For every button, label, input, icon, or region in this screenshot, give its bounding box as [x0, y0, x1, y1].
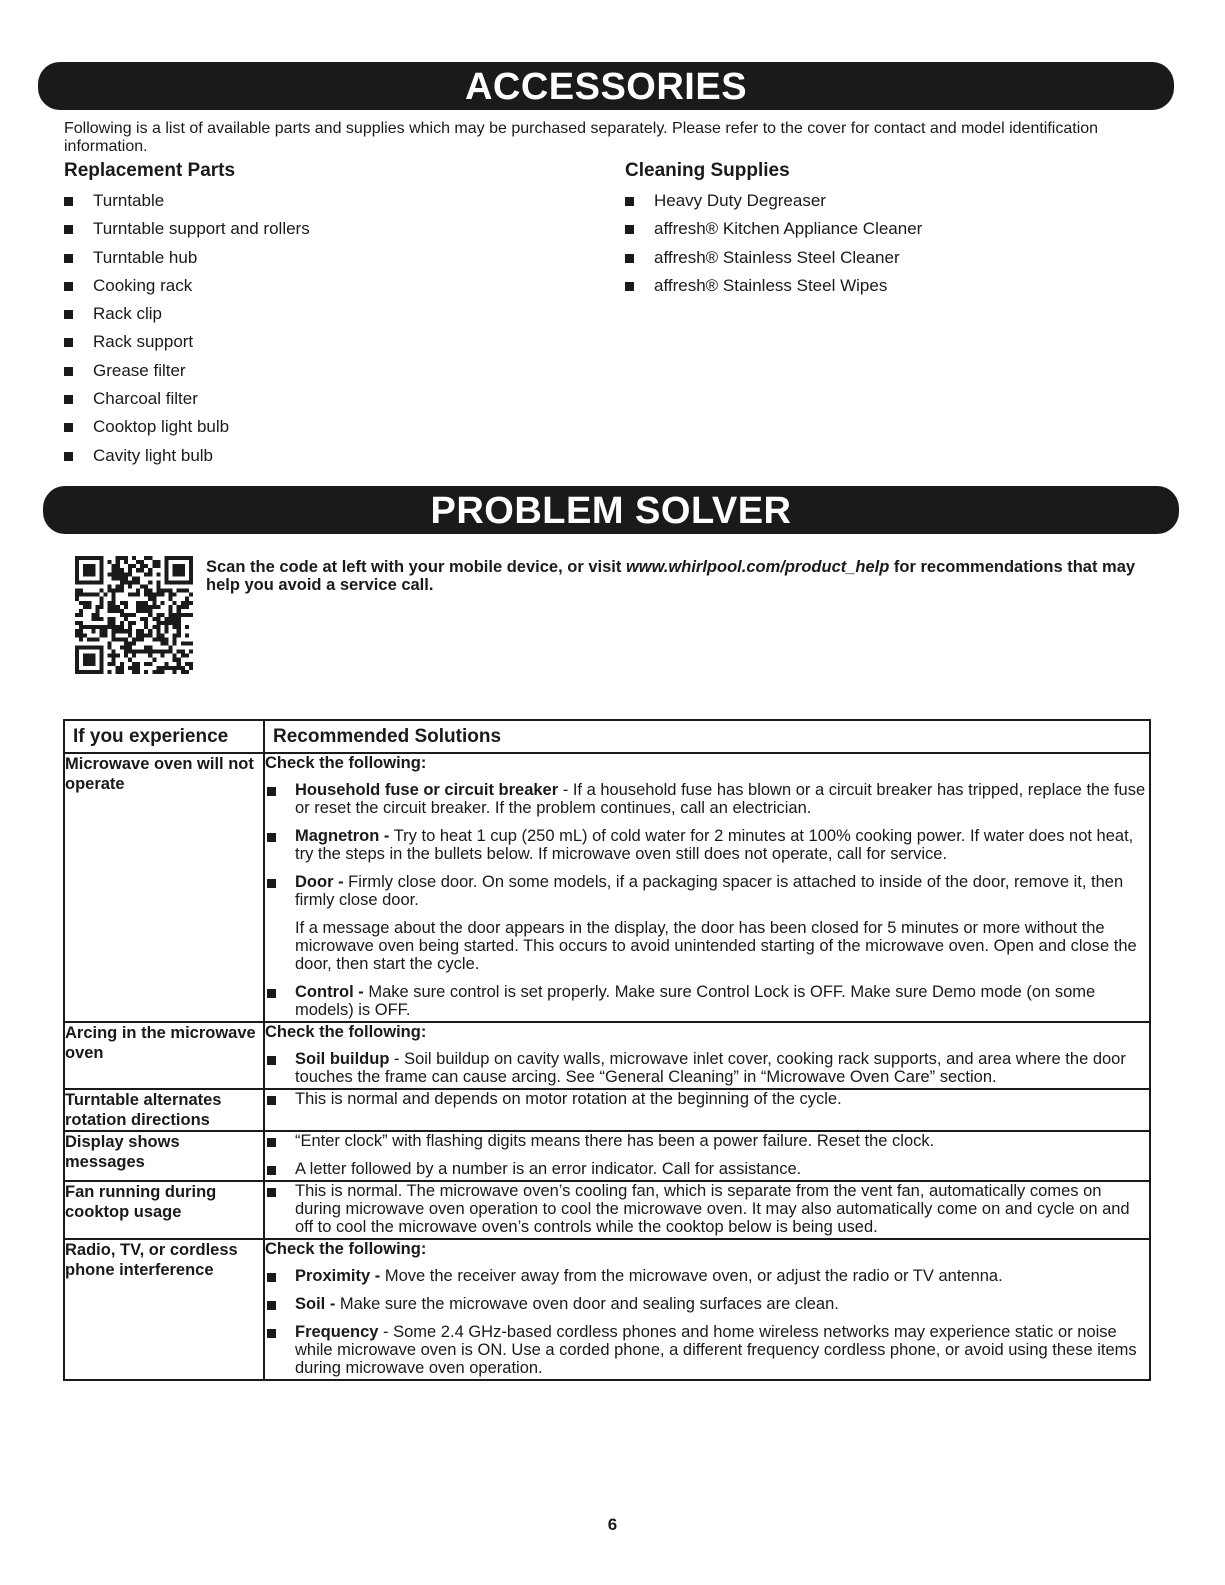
problem-cell: Fan running during cooktop usage	[64, 1181, 264, 1239]
table-row	[64, 1089, 1150, 1131]
problem-solver-title: PROBLEM SOLVER	[430, 490, 792, 532]
problem-cell: Radio, TV, or cordless phone interference	[64, 1239, 264, 1380]
table-row	[64, 1131, 1150, 1181]
problem-cell: Display shows messages	[64, 1131, 264, 1181]
solution-item	[265, 1050, 1149, 1086]
product-help-link[interactable]: www.whirlpool.com/product_help	[625, 558, 890, 576]
solution-term: Household fuse or circuit breaker	[295, 781, 559, 799]
solution-item	[265, 781, 1149, 817]
problem-cell: Microwave oven will not operate	[64, 753, 264, 1022]
problem-solver-banner	[43, 486, 1179, 534]
problem-solver-table	[63, 719, 1151, 1381]
page-number: 6	[607, 1515, 618, 1534]
replacement-part-item: Cooking rack	[64, 276, 310, 304]
accessories-title: ACCESSORIES	[464, 66, 748, 108]
check-following-label: Check the following:	[265, 1240, 427, 1258]
cleaning-supplies-heading: Cleaning Supplies	[625, 160, 790, 181]
cleaning-supplies-column	[625, 160, 922, 304]
solution-item	[265, 1295, 1149, 1313]
cleaning-supplies-list	[625, 191, 922, 304]
solution-cell	[264, 1131, 1150, 1181]
solution-item	[265, 983, 1149, 1019]
solution-item	[265, 1160, 1149, 1178]
solution-term: Proximity -	[295, 1267, 381, 1285]
replacement-parts-column	[64, 160, 310, 474]
replacement-part-item: Turntable hub	[64, 248, 310, 276]
solution-item	[265, 1132, 1149, 1150]
cleaning-supply-item: affresh® Stainless Steel Cleaner	[625, 248, 922, 276]
accessories-intro: Following is a list of available parts and supplies which may be purchased separately. Please refer to the cover for contact and model identification information.	[64, 120, 1099, 155]
solution-term: Frequency	[295, 1323, 379, 1341]
solution-item	[265, 873, 1149, 973]
problem-cell: Turntable alternates rotation directions	[64, 1089, 264, 1131]
solution-term: Door -	[295, 873, 344, 891]
table-header-row	[64, 720, 1150, 753]
table-row	[64, 1022, 1150, 1089]
check-following-label: Check the following:	[265, 754, 427, 772]
replacement-part-item: Rack support	[64, 332, 310, 360]
replacement-part-item: Turntable support and rollers	[64, 219, 310, 247]
replacement-part-item: Cavity light bulb	[64, 446, 310, 474]
replacement-part-item: Cooktop light bulb	[64, 417, 310, 445]
replacement-parts-list	[64, 191, 310, 474]
solution-text: Firmly close door. On some models, if a packaging spacer is attached to inside of the door, remove it, then firmly close door.	[295, 873, 1124, 909]
solution-term: Soil -	[295, 1295, 336, 1313]
solution-term: Magnetron -	[295, 827, 390, 845]
solution-text: This is normal. The microwave oven’s cooling fan, which is separate from the vent fan, automatically comes on during microwave oven operation to cool the microwave oven. It may also automatically come on and cycle on and off to cool the microwave oven’s controls while the cooktop below is being used.	[295, 1182, 1130, 1236]
solution-item	[265, 1267, 1149, 1285]
solution-text: This is normal and depends on motor rotation at the beginning of the cycle.	[295, 1090, 842, 1108]
replacement-part-item: Grease filter	[64, 361, 310, 389]
solution-text: A letter followed by a number is an error indicator. Call for assistance.	[295, 1160, 802, 1178]
table-row	[64, 1239, 1150, 1380]
solution-cell	[264, 753, 1150, 1022]
solution-cell	[264, 1239, 1150, 1380]
check-following-label: Check the following:	[265, 1023, 427, 1041]
problem-cell: Arcing in the microwave oven	[64, 1022, 264, 1089]
solution-item	[265, 827, 1149, 863]
header-solution: Recommended Solutions	[264, 720, 1150, 753]
header-problem: If you experience	[64, 720, 264, 753]
replacement-part-item: Charcoal filter	[64, 389, 310, 417]
replacement-parts-heading: Replacement Parts	[64, 160, 236, 181]
cleaning-supply-item: Heavy Duty Degreaser	[625, 191, 922, 219]
solution-item	[265, 1182, 1149, 1236]
solution-text: Move the receiver away from the microwave oven, or adjust the radio or TV antenna.	[380, 1267, 1003, 1285]
scan-text-start: Scan the code at left with your mobile device, or visit	[206, 558, 626, 576]
solution-text: “Enter clock” with flashing digits means there has been a power failure. Reset the clock.	[295, 1132, 935, 1150]
table-row	[64, 753, 1150, 1022]
replacement-part-item: Turntable	[64, 191, 310, 219]
solution-extra-text: If a message about the door appears in the display, the door has been closed for 5 minutes or more without the microwave oven being started. This occurs to avoid unintended starting of the microwave oven. Open and close the door, then start the cycle.	[295, 919, 1137, 973]
solution-text: Make sure the microwave oven door and sealing surfaces are clean.	[335, 1295, 839, 1313]
cleaning-supply-item: affresh® Stainless Steel Wipes	[625, 276, 922, 304]
solution-term: Soil buildup	[295, 1050, 390, 1068]
solution-text: Try to heat 1 cup (250 mL) of cold water for 2 minutes at 100% cooking power. If water does not heat, try the steps in the bullets below. If microwave oven still does not operate, call for service.	[295, 827, 1134, 863]
accessories-banner	[38, 62, 1174, 110]
solution-cell	[264, 1181, 1150, 1239]
qr-code-icon[interactable]	[75, 555, 193, 675]
scan-text-end: for recommendations that may help you avoid a service call.	[206, 558, 1136, 594]
solution-text: - If a household fuse has blown or a circuit breaker has tripped, replace the fuse or reset the circuit breaker. If the problem continues, call an electrician.	[295, 781, 1146, 817]
solution-cell	[264, 1022, 1150, 1089]
replacement-part-item: Rack clip	[64, 304, 310, 332]
solution-text: Make sure control is set properly. Make sure Control Lock is OFF. Make sure Demo mode (on some models) is OFF.	[295, 983, 1096, 1019]
solution-item	[265, 1090, 1149, 1108]
solution-term: Control -	[295, 983, 364, 1001]
table-row	[64, 1181, 1150, 1239]
solution-item	[265, 1323, 1149, 1377]
scan-instructions	[206, 558, 1146, 594]
cleaning-supply-item: affresh® Kitchen Appliance Cleaner	[625, 219, 922, 247]
solution-text: - Some 2.4 GHz-based cordless phones and home wireless networks may experience static or noise while microwave oven is ON. Use a corded phone, a different frequency cordless phone, or avoid using these items during microwave oven operation.	[295, 1323, 1137, 1377]
solution-cell	[264, 1089, 1150, 1131]
solution-text: - Soil buildup on cavity walls, microwave inlet cover, cooking rack supports, and area where the door touches the frame can cause arcing. See “General Cleaning” in “Microwave Oven Care” section.	[295, 1050, 1126, 1086]
